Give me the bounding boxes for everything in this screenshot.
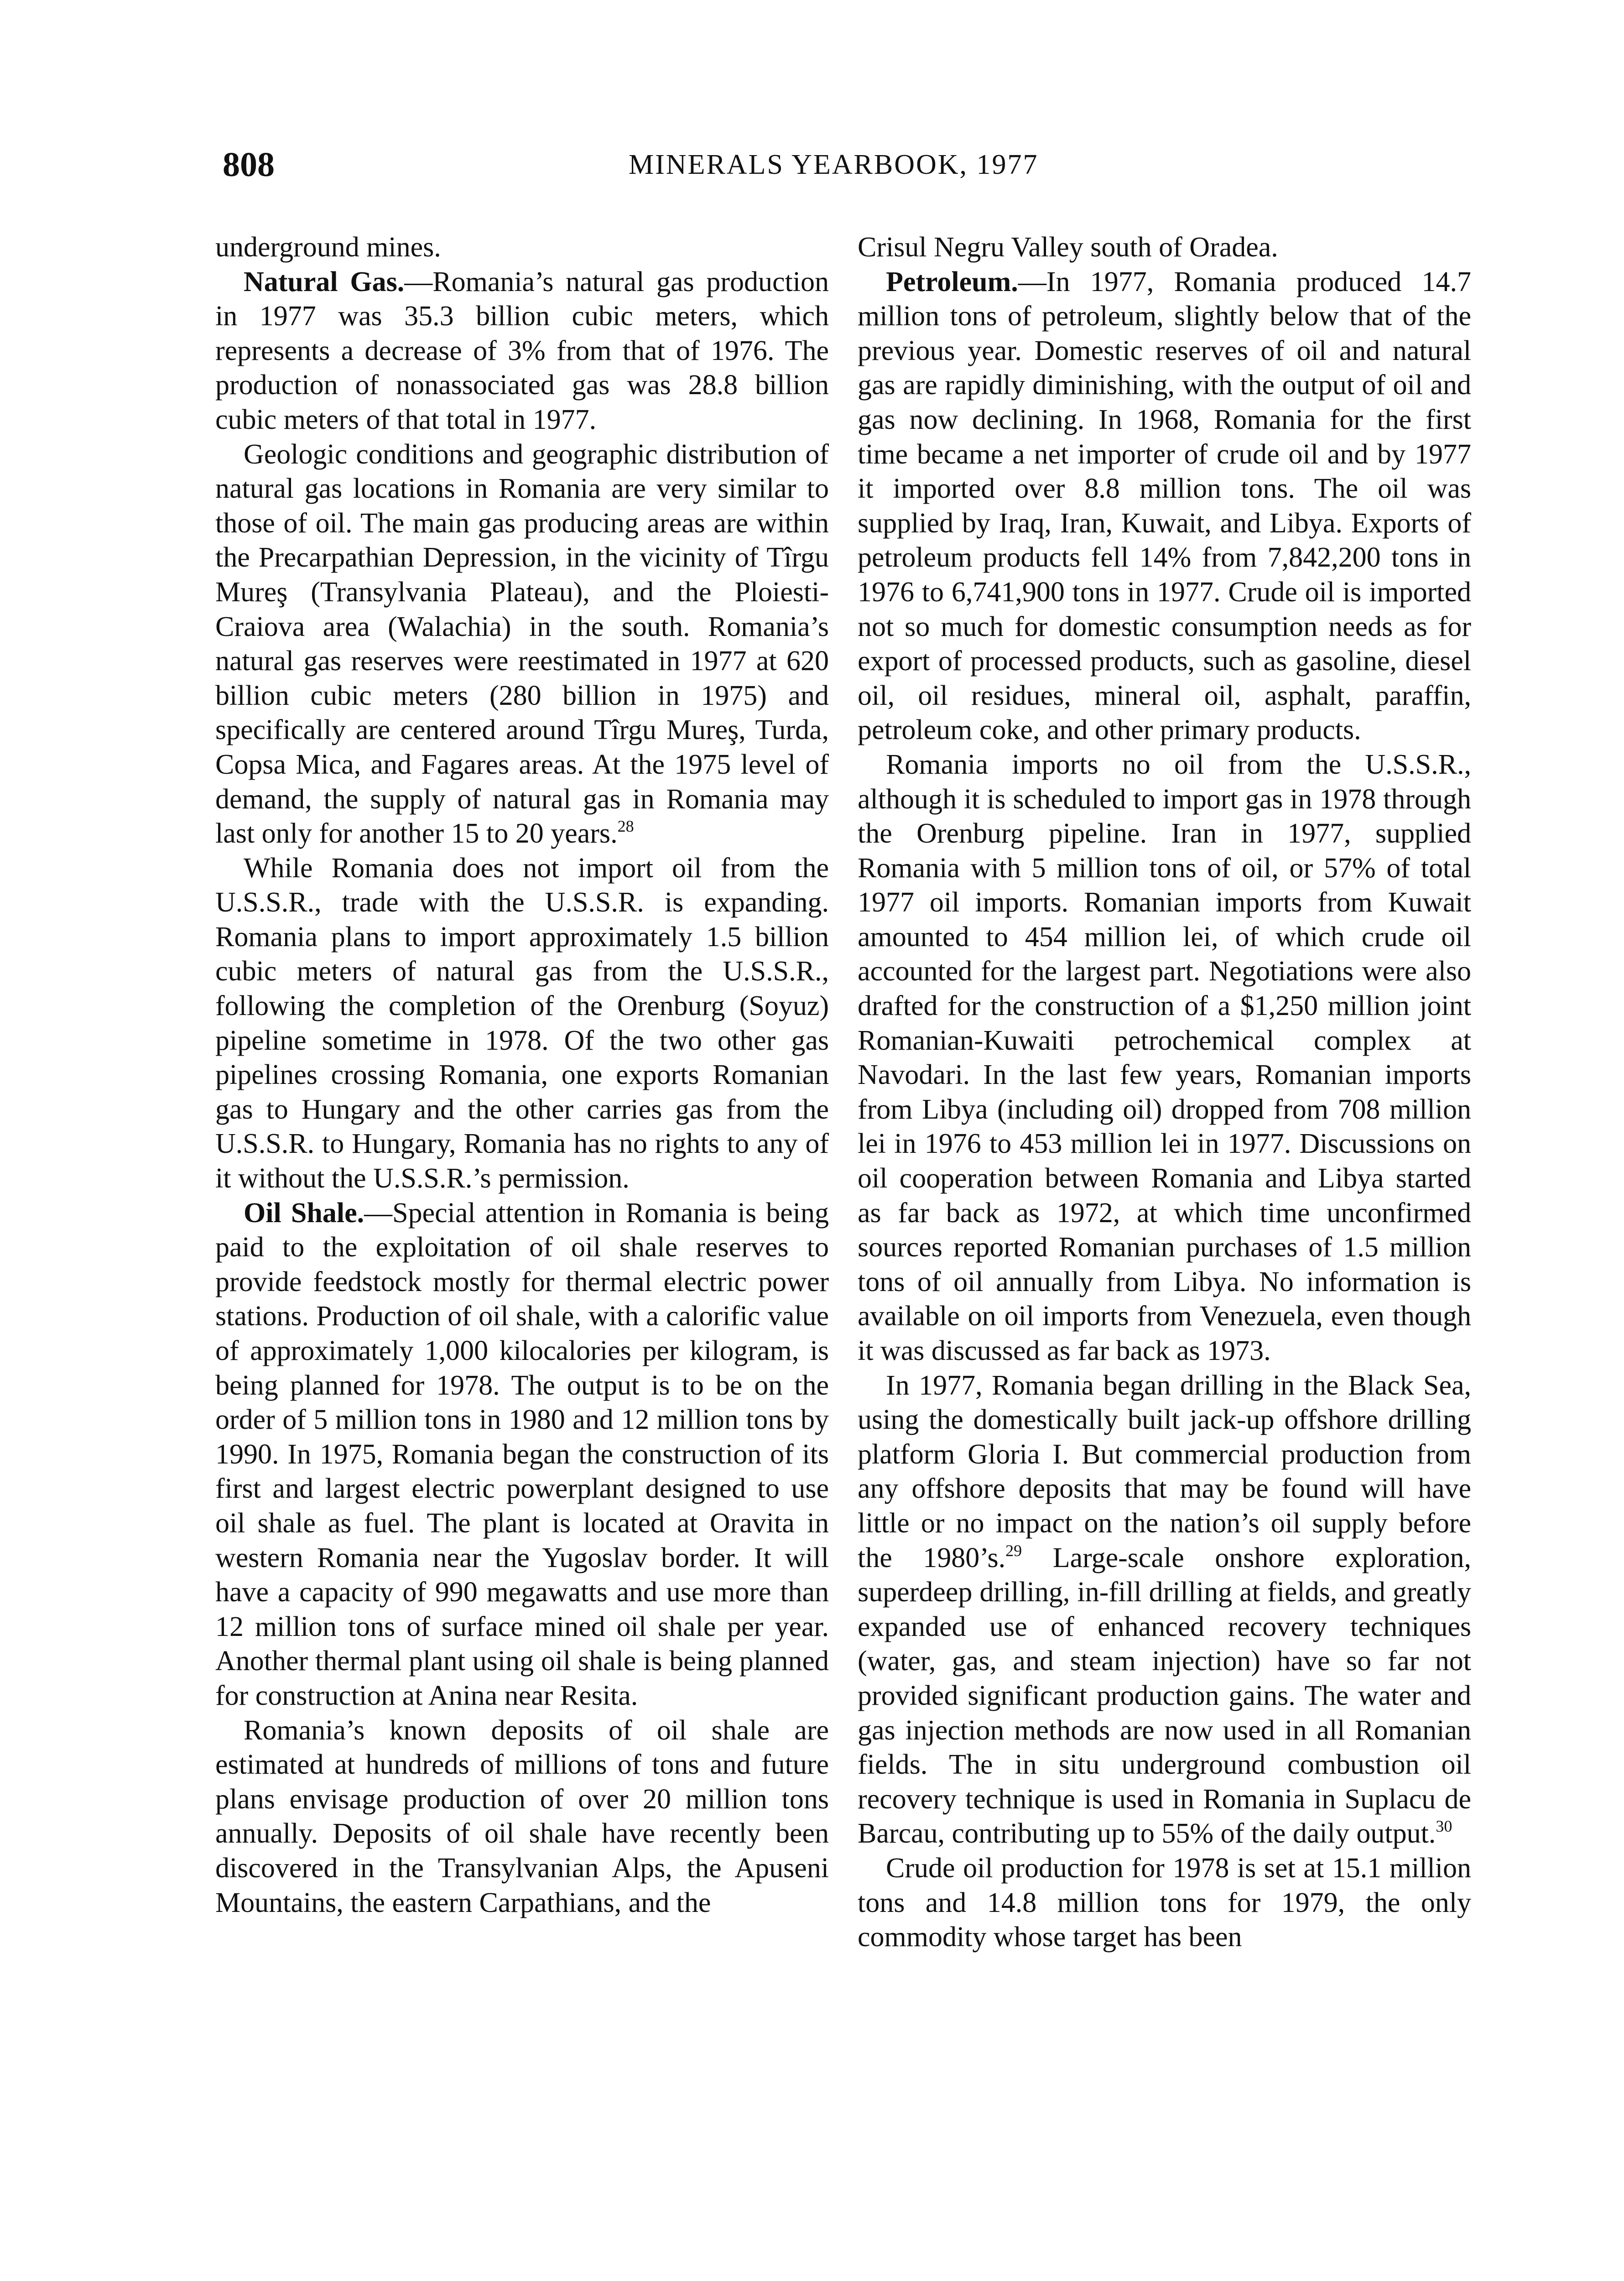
paragraph-petroleum (858, 265, 1471, 748)
section-heading-oil-shale: Oil Shale. (244, 1197, 364, 1229)
paragraph (858, 1369, 1471, 1851)
page-header (223, 145, 1477, 186)
paragraph-natural-gas (215, 265, 829, 437)
footnote-ref: 28 (617, 817, 634, 836)
paragraph: Crude oil production for 1978 is set at 15.1 million tons and 14.8 million tons for 1979, the only commodity whose target has been (858, 1852, 1471, 1953)
paragraph-text: —Special attention in Romania is being paid to the exploitation of oil shale reserves to provide feedstock mostly for thermal electric power stations. Production of oil shale, with a calorific value of approximately 1,000 kilocalories per kilogram, is being planned for 1978. The output is to be on the order of 5 million tons in 1980 and 12 million tons by 1990. In 1975, Romania began the construction of its first and largest electric powerplant designed to use oil shale as fuel. The plant is located at Oravita in western Romania near the Yugoslav border. It will have a capacity of 990 megawatts and use more than 12 million tons of surface mined oil shale per year. Another thermal plant using oil shale is being planned for construction at Anina near Resita. (215, 1197, 829, 1711)
paragraph: Romania imports no oil from the U.S.S.R., although it is scheduled to import gas in 1978 through the Orenburg pipeline. Iran in 1977, supplied Romania with 5 million tons of oil, or 57% of total 1977 oil imports. Romanian imports from Kuwait amounted to 454 million lei, of which crude oil accounted for the largest part. Negotiations were also drafted for the construction of a $1,250 million joint Romanian-Kuwaiti petrochemical complex at Navodari. In the last few years, Romanian imports from Libya (including oil) dropped from 708 million lei in 1976 to 453 million lei in 1977. Discussions on oil cooperation between Romania and Libya started as far back as 1972, at which time unconfirmed sources reported Romanian purchases of 1.5 million tons of oil annually from Libya. No information is available on oil imports from Venezuela, even though it was discussed as far back as 1973. (858, 749, 1471, 1366)
paragraph-oil-shale (215, 1196, 829, 1713)
right-column (858, 230, 1471, 1955)
paragraph-text: —In 1977, Romania produced 14.7 million tons of petroleum, slightly below that of the previous year. Domestic reserves of oil and natural gas are rapidly diminishing, with the output of oil and gas now declining. In 1968, Romania for the first time became a net importer of crude oil and by 1977 it imported over 8.8 million tons. The oil was supplied by Iraq, Iran, Kuwait, and Libya. Exports of petroleum products fell 14% from 7,842,200 tons in 1976 to 6,741,900 tons in 1977. Crude oil is imported not so much for domestic consumption needs as for export of processed products, such as gasoline, diesel oil, oil residues, mineral oil, asphalt, paraffin, petroleum coke, and other primary products. (858, 266, 1471, 746)
running-title: MINERALS YEARBOOK, 1977 (629, 149, 1039, 180)
paragraph-text: Geologic conditions and geographic distribution of natural gas locations in Romania are very similar to those of oil. The main gas producing areas are within the Precarpathian Depression, in the vicinity of Tîrgu Mureş (Transylvania Plateau), and the Ploiesti-Craiova area (Walachia) in the south. Romania’s natural gas reserves were reestimated in 1977 at 620 billion cubic meters (280 billion in 1975) and specifically are centered around Tîrgu Mureş, Turda, Copsa Mica, and Fagares areas. At the 1975 level of demand, the supply of natural gas in Romania may last only for another 15 to 20 years. (215, 438, 829, 849)
footnote-ref: 30 (1436, 1817, 1452, 1836)
paragraph: underground mines. (215, 232, 441, 263)
paragraph-text: In 1977, Romania began drilling in the Black Sea, using the domestically built jack-up offshore drilling platform Gloria I. But commercial production from any offshore deposits that may be found will have little or no impact on the nation’s oil supply before the 1980’s. (858, 1370, 1471, 1573)
paragraph: While Romania does not import oil from the U.S.S.R., trade with the U.S.S.R. is expanding. Romania plans to import approximately 1.5 billion cubic meters of natural gas from the U.S.S.R., following the completion of the Orenburg (Soyuz) pipeline sometime in 1978. Of the two other gas pipelines crossing Romania, one exports Romanian gas to Hungary and the other carries gas from the U.S.S.R. to Hungary, Romania has no rights to any of it without the U.S.S.R.’s permission. (215, 852, 829, 1194)
footnote-ref: 29 (1005, 1541, 1022, 1560)
page-number: 808 (223, 146, 275, 184)
paragraph: Romania’s known deposits of oil shale are estimated at hundreds of millions of tons and future plans envisage production of over 20 million tons annually. Deposits of oil shale have recently been discovered in the Transylvanian Alps, the Apuseni Mountains, the eastern Carpathians, and the (215, 1714, 829, 1918)
paragraph: Crisul Negru Valley south of Oradea. (858, 232, 1278, 263)
section-heading-natural-gas: Natural Gas. (244, 266, 405, 297)
section-heading-petroleum: Petroleum. (886, 266, 1018, 297)
paragraph-text: —Romania’s natural gas production in 1977 was 35.3 billion cubic meters, which represents a decrease of 3% from that of 1976. The production of nonassociated gas was 28.8 billion cubic meters of that total in 1977. (215, 266, 829, 435)
left-column (215, 230, 829, 1920)
paragraph (215, 437, 829, 851)
paragraph-text: Large-scale onshore exploration, superdeep drilling, in-fill drilling at fields, and greatly expanded use of enhanced recovery techniques (water, gas, and steam injection) have so far not provided significant production gains. The water and gas injection methods are now used in all Romanian fields. The in situ underground combustion oil recovery technique is used in Romania in Suplacu de Barcau, contributing up to 55% of the daily output. (858, 1542, 1471, 1849)
